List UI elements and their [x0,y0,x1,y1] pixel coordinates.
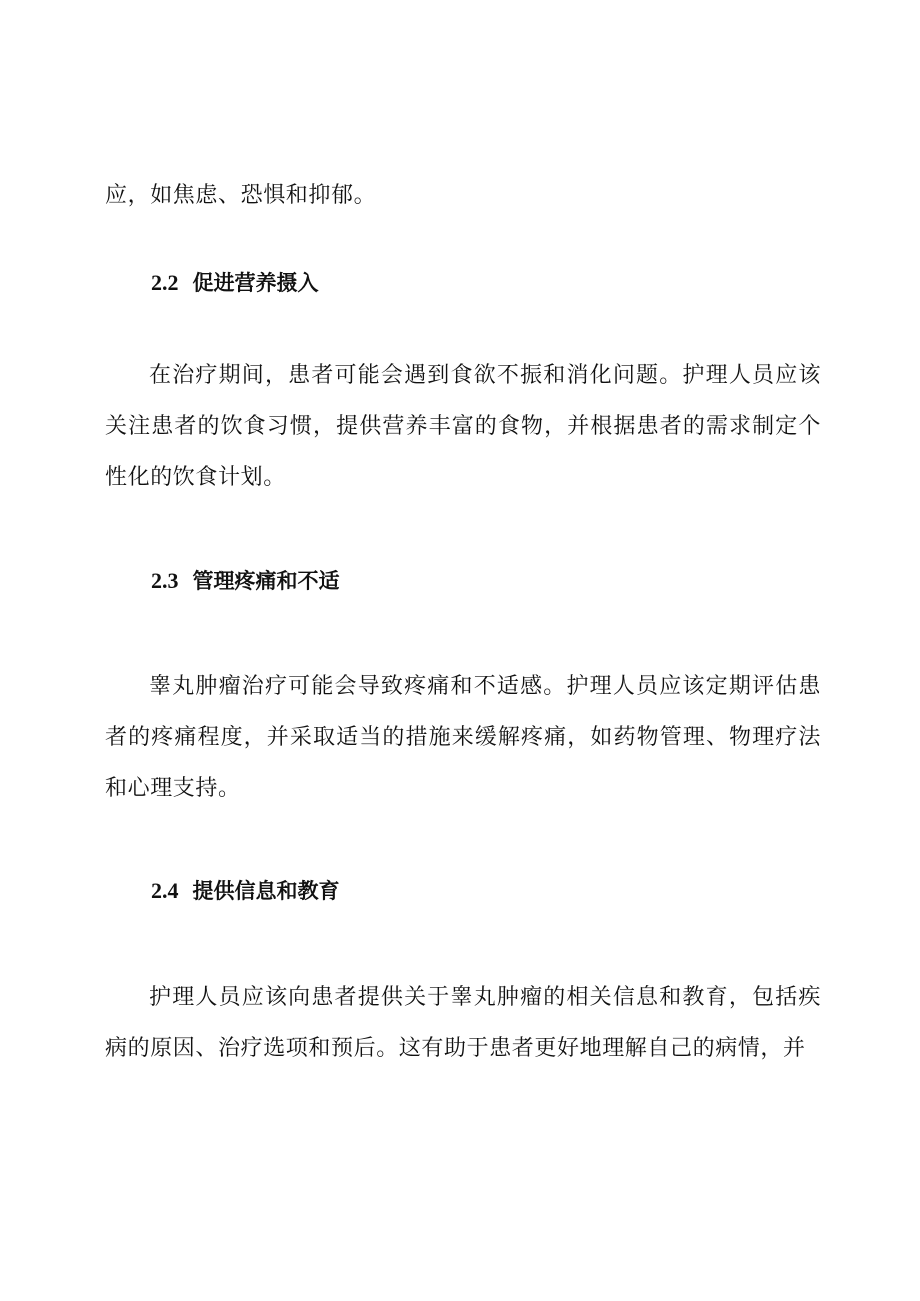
paragraph-continuation: 应，如焦虑、恐惧和抑郁。 [105,183,377,208]
section-heading-2-2 [151,268,319,298]
section-number: 2.4 [151,878,179,903]
section-number: 2.3 [151,568,179,593]
section-paragraph-2-2: 在治疗期间，患者可能会遇到食欲不振和消化问题。护理人员应该关注患者的饮食习惯，提供营养丰富的食物，并根据患者的需求制定个性化的饮食计划。 [105,363,821,490]
section-title: 管理疼痛和不适 [192,569,340,593]
section-paragraph-2-4: 护理人员应该向患者提供关于睾丸肿瘤的相关信息和教育，包括疾病的原因、治疗选项和预后。这有助于患者更好地理解自己的病情，并 [105,985,821,1061]
section-title: 提供信息和教育 [192,879,340,903]
section-title: 促进营养摄入 [192,271,319,295]
section-number: 2.2 [151,270,179,295]
section-heading-2-4 [151,876,340,906]
section-paragraph-2-3: 睾丸肿瘤治疗可能会导致疼痛和不适感。护理人员应该定期评估患者的疼痛程度，并采取适当的措施来缓解疼痛，如药物管理、物理疗法和心理支持。 [105,674,821,801]
section-heading-2-3 [151,566,340,596]
